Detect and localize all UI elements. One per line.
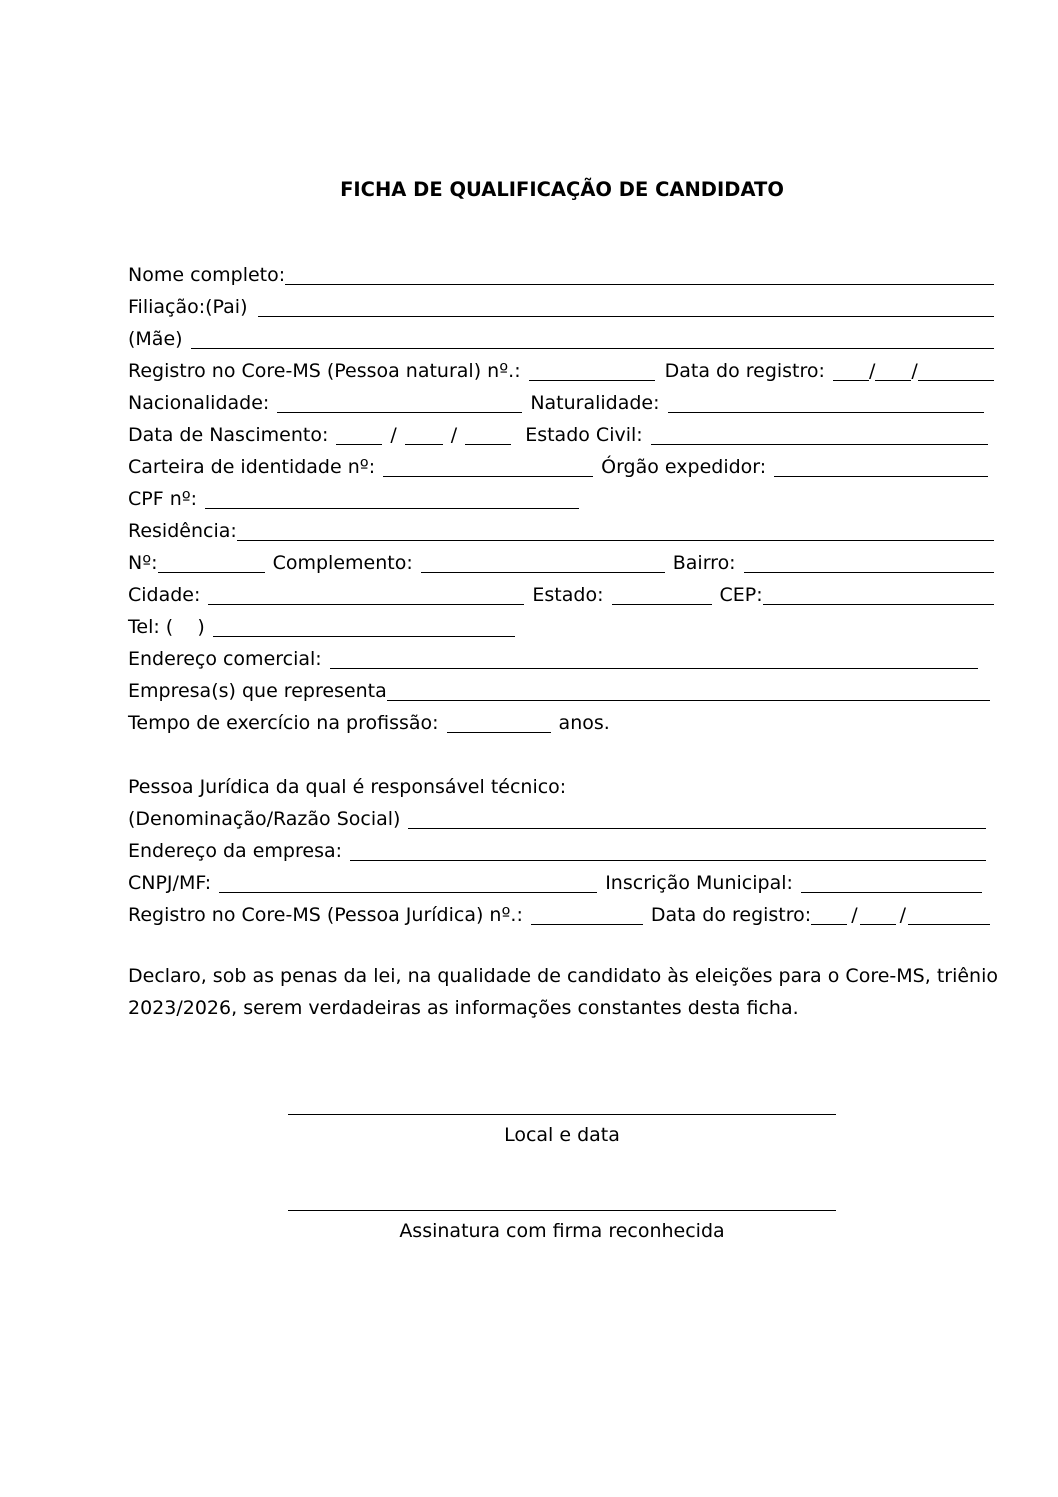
label-cpf: CPF nº: [128, 488, 198, 510]
input-estado[interactable] [612, 580, 712, 605]
assinatura-line[interactable] [288, 1210, 836, 1211]
date-separator: / [868, 360, 876, 382]
row-identidade [128, 450, 994, 480]
row-filiacao-mae [128, 322, 994, 352]
input-registro-pf[interactable] [529, 356, 655, 381]
input-data-registro-pj-mes[interactable] [860, 900, 896, 925]
label-registro-pj: Registro no Core-MS (Pessoa Jurídica) nº.: [128, 904, 523, 926]
input-filiacao-mae[interactable] [191, 324, 994, 349]
label-filiacao-mae: (Mãe) [128, 328, 183, 350]
input-cnpj[interactable] [219, 868, 597, 893]
row-nome-completo [128, 258, 994, 288]
row-cnpj [128, 866, 994, 896]
input-endereco-empresa[interactable] [350, 836, 986, 861]
input-bairro[interactable] [744, 548, 994, 573]
label-estado-civil: Estado Civil: [525, 424, 643, 446]
date-separator: / [390, 424, 397, 446]
date-separator: / [450, 424, 458, 446]
document-title: FICHA DE QUALIFICAÇÃO DE CANDIDATO [340, 178, 784, 201]
label-nome-completo: Nome completo: [128, 264, 286, 286]
input-cep[interactable] [763, 580, 994, 605]
local-data-label: Local e data [504, 1124, 620, 1146]
input-telefone[interactable] [213, 612, 515, 637]
row-endereco-empresa [128, 834, 994, 864]
declaration-text: Declaro, sob as penas da lei, na qualidade de candidato às eleições para o Core-MS, triênio 2023/2026, serem verdadeiras as informações constantes desta ficha. [128, 965, 998, 1019]
label-filiacao-pai: Filiação:(Pai) [128, 296, 248, 318]
row-cidade [128, 578, 994, 608]
input-inscricao-municipal[interactable] [801, 868, 982, 893]
row-data-nascimento [128, 418, 994, 448]
label-data-nascimento: Data de Nascimento: [128, 424, 329, 446]
input-data-registro-pj-dia[interactable] [811, 900, 847, 925]
input-cpf[interactable] [205, 484, 579, 509]
date-separator: / [851, 904, 858, 926]
input-nome-completo[interactable] [285, 260, 994, 285]
row-tempo-exercicio [128, 706, 994, 736]
label-nacionalidade: Nacionalidade: [128, 392, 270, 414]
input-cidade[interactable] [208, 580, 524, 605]
input-filiacao-pai[interactable] [258, 292, 995, 317]
input-data-registro-dia[interactable] [833, 356, 869, 381]
row-empresas [128, 674, 994, 704]
label-carteira-identidade: Carteira de identidade nº: [128, 456, 376, 478]
label-endereco-empresa: Endereço da empresa: [128, 840, 343, 862]
row-nacionalidade [128, 386, 994, 416]
label-naturalidade: Naturalidade: [530, 392, 660, 414]
input-registro-pj[interactable] [531, 900, 643, 925]
label-pj-responsavel: Pessoa Jurídica da qual é responsável técnico: [128, 776, 567, 798]
label-denominacao: (Denominação/Razão Social) [128, 808, 401, 830]
label-cep: CEP: [719, 584, 763, 606]
label-data-registro: Data do registro: [664, 360, 825, 382]
input-data-registro-mes[interactable] [875, 356, 911, 381]
row-registro-pj [128, 898, 994, 928]
input-nascimento-dia[interactable] [336, 420, 382, 445]
label-inscricao-municipal: Inscrição Municipal: [605, 872, 793, 894]
input-tempo-exercicio[interactable] [447, 708, 551, 733]
row-denominacao [128, 802, 994, 832]
input-complemento[interactable] [421, 548, 665, 573]
label-registro-pf: Registro no Core-MS (Pessoa natural) nº.: [128, 360, 521, 382]
input-naturalidade[interactable] [668, 388, 984, 413]
label-estado: Estado: [532, 584, 604, 606]
label-tempo-exercicio: Tempo de exercício na profissão: [128, 712, 439, 734]
row-filiacao-pai [128, 290, 994, 320]
row-registro-pf [128, 354, 994, 384]
label-data-registro-pj: Data do registro: [650, 904, 812, 926]
label-anos: anos. [558, 712, 610, 734]
row-pj-header [128, 770, 994, 800]
input-data-registro-ano[interactable] [918, 356, 994, 381]
label-residencia: Residência: [128, 520, 237, 542]
label-numero: Nº: [128, 552, 158, 574]
input-endereco-comercial[interactable] [330, 644, 978, 669]
input-data-registro-pj-ano[interactable] [908, 900, 990, 925]
input-denominacao[interactable] [408, 804, 986, 829]
date-separator: / [911, 360, 918, 382]
date-separator: / [899, 904, 906, 926]
label-cnpj: CNPJ/MF: [128, 872, 212, 894]
label-empresas: Empresa(s) que representa [128, 680, 387, 702]
row-residencia [128, 514, 994, 544]
input-nacionalidade[interactable] [277, 388, 522, 413]
label-complemento: Complemento: [272, 552, 413, 574]
label-bairro: Bairro: [672, 552, 736, 574]
input-nascimento-ano[interactable] [465, 420, 511, 445]
input-estado-civil[interactable] [651, 420, 988, 445]
input-numero[interactable] [158, 548, 265, 573]
label-orgao-expedidor: Órgão expedidor: [601, 456, 767, 478]
assinatura-label: Assinatura com firma reconhecida [399, 1220, 725, 1242]
input-nascimento-mes[interactable] [405, 420, 443, 445]
input-residencia[interactable] [237, 516, 994, 541]
label-telefone: Tel: ( ) [128, 616, 205, 638]
label-endereco-comercial: Endereço comercial: [128, 648, 322, 670]
input-orgao-expedidor[interactable] [774, 452, 988, 477]
local-data-line[interactable] [288, 1114, 836, 1115]
row-numero [128, 546, 994, 576]
input-carteira-identidade[interactable] [383, 452, 593, 477]
label-cidade: Cidade: [128, 584, 201, 606]
row-endereco-comercial [128, 642, 994, 672]
input-empresas[interactable] [387, 676, 990, 701]
row-cpf [128, 482, 994, 512]
row-telefone [128, 610, 994, 640]
